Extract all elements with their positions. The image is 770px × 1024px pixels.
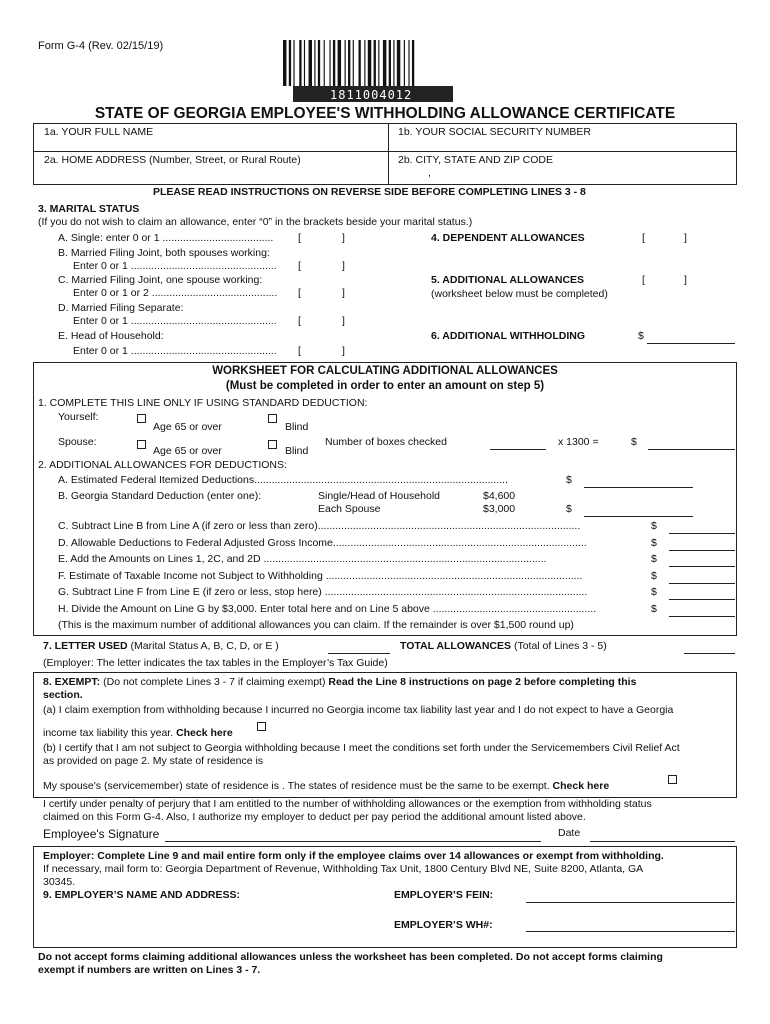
full-name-field[interactable]: 1a. YOUR FULL NAME <box>44 126 154 138</box>
line2g-label: G. Subtract Line F from Line E (if zero or less, stop here) .......................................................................................... <box>58 586 588 598</box>
form-id: Form G-4 (Rev. 02/15/19) <box>38 40 164 52</box>
barcode-number: 1811004012 <box>330 88 413 102</box>
employer-wh-label: EMPLOYER’S WH#: <box>394 919 493 931</box>
exempt-b-checkbox[interactable] <box>668 775 677 784</box>
line2h-dollar: $ <box>651 603 657 615</box>
boxes-checked-label: Number of boxes checked <box>325 436 447 448</box>
additional-open: [ <box>642 274 645 286</box>
marital-heading: 3. MARITAL STATUS <box>38 203 140 215</box>
marital-b-open: [ <box>298 260 301 272</box>
marital-a-label: A. Single: enter 0 or 1 ...................................... <box>58 232 274 244</box>
letter-used-label: 7. LETTER USED <box>43 640 128 652</box>
marital-a-close: ] <box>342 232 345 244</box>
worksheet-note: (This is the maximum number of additional allowances you can claim. If the remainder is over $1,500 round up) <box>58 619 574 631</box>
x1300-label: x 1300 = <box>558 436 599 448</box>
line2a-label: A. Estimated Federal Itemized Deductions....................................................................................... <box>58 474 508 486</box>
spouse-blind-label: Blind <box>285 445 309 457</box>
marital-d-enter: Enter 0 or 1 .................................................. <box>73 315 277 327</box>
footer-line2: exempt if numbers are written on Lines 3 - 7. <box>38 964 261 976</box>
total-allowances-label: TOTAL ALLOWANCES <box>400 640 512 652</box>
exempt-section: section. <box>43 689 83 701</box>
home-address-field[interactable]: 2a. HOME ADDRESS (Number, Street, or Rural Route) <box>44 154 301 166</box>
dependent-open: [ <box>642 232 645 244</box>
marital-d-close: ] <box>342 315 345 327</box>
spouse-label: Spouse: <box>58 436 97 448</box>
yourself-blind-checkbox[interactable] <box>268 414 277 423</box>
yourself-blind-label: Blind <box>285 421 309 433</box>
exempt-a-text: (a) I claim exemption from withholding because I incurred no Georgia income tax liability last year and I do not expect to have a Georgia <box>43 704 674 716</box>
worksheet-subtitle: (Must be completed in order to enter an amount on step 5) <box>225 380 545 392</box>
worksheet-line1: 1. COMPLETE THIS LINE ONLY IF USING STANDARD DEDUCTION: <box>38 397 368 409</box>
exempt-b-text-2: as provided on page 2. My state of residence is <box>43 755 264 767</box>
amount-3000: $3,000 <box>483 503 516 515</box>
signature-input[interactable] <box>165 841 541 842</box>
additional-allowances-label: 5. ADDITIONAL ALLOWANCES <box>431 274 585 286</box>
marital-note: (If you do not wish to claim an allowance, enter “0” in the brackets beside your marital status.) <box>38 216 473 228</box>
identity-divider <box>388 123 389 184</box>
exempt-a-checkbox[interactable] <box>257 722 266 731</box>
marital-e-open: [ <box>298 345 301 357</box>
dependent-allowances-label: 4. DEPENDENT ALLOWANCES <box>431 232 585 244</box>
letter-used-detail: (Marital Status A, B, C, D, or E ) <box>130 640 279 652</box>
employer-wh-input[interactable] <box>526 931 735 932</box>
boxes-checked-input[interactable] <box>490 449 546 450</box>
line2h-label: H. Divide the Amount on Line G by $3,000. Enter total here and on Line 5 above ........................................................ <box>58 603 597 615</box>
withholding-input[interactable] <box>647 343 735 344</box>
exempt-a-row <box>43 727 233 739</box>
withholding-dollar: $ <box>638 330 644 342</box>
line2c-dollar: $ <box>651 520 657 532</box>
worksheet-title: WORKSHEET FOR CALCULATING ADDITIONAL ALLOWANCES <box>212 365 558 377</box>
line2d-input[interactable] <box>669 550 735 551</box>
marital-e-enter: Enter 0 or 1 .................................................. <box>73 345 277 357</box>
date-label: Date <box>558 827 581 839</box>
line1-dollar: $ <box>631 436 637 448</box>
spouse-age65-checkbox[interactable] <box>137 440 146 449</box>
employer-mail-zip: 30345. <box>43 876 76 888</box>
yourself-age65-label: Age 65 or over <box>153 421 222 433</box>
marital-b-enter: Enter 0 or 1 .................................................. <box>73 260 277 272</box>
employer-name-label: 9. EMPLOYER’S NAME AND ADDRESS: <box>43 889 240 901</box>
marital-c-close: ] <box>342 287 345 299</box>
line2d-dollar: $ <box>651 537 657 549</box>
footer-line1: Do not accept forms claiming additional allowances unless the worksheet has been completed. Do not accept forms claiming <box>38 951 663 963</box>
exempt-paren: (Do not complete Lines 3 - 7 if claiming exempt) <box>103 676 326 688</box>
additional-allowances-note: (worksheet below must be completed) <box>431 288 608 300</box>
line2a-dollar: $ <box>566 474 572 486</box>
city-state-zip-field[interactable]: 2b. CITY, STATE AND ZIP CODE <box>398 154 554 166</box>
marital-b-close: ] <box>342 260 345 272</box>
line1-amount-input[interactable] <box>648 449 735 450</box>
employer-mail-line: If necessary, mail form to: Georgia Department of Revenue, Withholding Tax Unit, 1800 Century Blvd NE, Suite 8200, Atlanta, GA <box>43 863 644 875</box>
line2a-input[interactable] <box>584 487 693 488</box>
employer-letter-note: (Employer: The letter indicates the tax tables in the Employer’s Tax Guide) <box>43 657 388 669</box>
line2b-label: B. Georgia Standard Deduction (enter one): <box>58 490 262 502</box>
marital-c-enter: Enter 0 or 1 or 2 ........................................... <box>73 287 278 299</box>
marital-d-open: [ <box>298 315 301 327</box>
exempt-read: Read the Line 8 instructions on page 2 before completing this <box>328 676 637 688</box>
marital-e-label: E. Head of Household: <box>58 330 164 342</box>
identity-row-divider <box>33 151 736 152</box>
exempt-b-text-3: My spouse's (servicemember) state of residence is . The states of residence must be the same to be exempt. <box>43 780 550 792</box>
employer-bold-line: Employer: Complete Line 9 and mail entire form only if the employee claims over 14 allowances or exempt from withholding. <box>43 850 664 862</box>
certify-line1: I certify under penalty of perjury that I am entitled to the number of withholding allowances or the exemption from withholding status <box>43 798 652 810</box>
exempt-a-text-2: income tax liability this year. <box>43 727 174 739</box>
line2f-dollar: $ <box>651 570 657 582</box>
signature-label: Employee's Signature <box>43 827 160 841</box>
amount-4600: $4,600 <box>483 490 516 502</box>
marital-d-label: D. Married Filing Separate: <box>58 302 184 314</box>
single-hoh-label: Single/Head of Household <box>318 490 441 502</box>
line2g-dollar: $ <box>651 586 657 598</box>
total-allowances-row <box>400 640 607 652</box>
yourself-age65-checkbox[interactable] <box>137 414 146 423</box>
line2b-input[interactable] <box>584 516 693 517</box>
employer-fein-input[interactable] <box>526 902 735 903</box>
exempt-label: 8. EXEMPT: <box>43 676 101 688</box>
employer-fein-label: EMPLOYER’S FEIN: <box>394 889 494 901</box>
worksheet-line2: 2. ADDITIONAL ALLOWANCES FOR DEDUCTIONS: <box>38 459 287 471</box>
line2h-input[interactable] <box>669 616 735 617</box>
marital-b-label: B. Married Filing Joint, both spouses working: <box>58 247 270 259</box>
line2g-input[interactable] <box>669 599 735 600</box>
line2b-dollar: $ <box>566 503 572 515</box>
marital-c-open: [ <box>298 287 301 299</box>
spouse-age65-label: Age 65 or over <box>153 445 222 457</box>
marital-e-close: ] <box>342 345 345 357</box>
ssn-field[interactable]: 1b. YOUR SOCIAL SECURITY NUMBER <box>398 126 591 138</box>
total-allowances-detail: (Total of Lines 3 - 5) <box>513 640 607 652</box>
certify-line2: claimed on this Form G-4. Also, I authorize my employer to deduct per pay period the additional amount listed above. <box>43 811 586 823</box>
letter-used-input[interactable] <box>328 653 390 654</box>
dependent-close: ] <box>684 232 687 244</box>
additional-withholding-label: 6. ADDITIONAL WITHHOLDING <box>431 330 585 342</box>
line2e-dollar: $ <box>651 553 657 565</box>
city-comma: , <box>428 167 431 179</box>
exempt-b-check-label: Check here <box>552 780 610 792</box>
each-spouse-label: Each Spouse <box>318 503 381 515</box>
marital-c-label: C. Married Filing Joint, one spouse working: <box>58 274 263 286</box>
date-input[interactable] <box>590 841 735 842</box>
total-allowances-input[interactable] <box>684 653 735 654</box>
line2e-input[interactable] <box>669 566 735 567</box>
spouse-blind-checkbox[interactable] <box>268 440 277 449</box>
page-title: STATE OF GEORGIA EMPLOYEE'S WITHHOLDING ALLOWANCE CERTIFICATE <box>94 105 676 122</box>
line2f-input[interactable] <box>669 583 735 584</box>
line2f-label: F. Estimate of Taxable Income not Subject to Withholding ........................................................................................ <box>58 570 583 582</box>
line2c-label: C. Subtract Line B from Line A (if zero or less than zero).......................................................................................... <box>58 520 581 532</box>
marital-a-open: [ <box>298 232 301 244</box>
letter-used-row <box>43 640 279 652</box>
line2e-label: E. Add the Amounts on Lines 1, 2C, and 2D ................................................................................................. <box>58 553 547 565</box>
exempt-row <box>43 676 636 688</box>
exempt-b-text: (b) I certify that I am not subject to Georgia withholding because I meet the conditions set forth under the Servicemembers Civil Relief Act <box>43 742 680 754</box>
exempt-a-check-label: Check here <box>176 727 233 739</box>
yourself-label: Yourself: <box>58 411 99 423</box>
instructions-note: PLEASE READ INSTRUCTIONS ON REVERSE SIDE BEFORE COMPLETING LINES 3 - 8 <box>153 186 586 198</box>
line2c-input[interactable] <box>669 533 735 534</box>
additional-close: ] <box>684 274 687 286</box>
line2d-label: D. Allowable Deductions to Federal Adjusted Gross Income....................................................................................... <box>58 537 587 549</box>
exempt-b-row <box>43 780 609 792</box>
